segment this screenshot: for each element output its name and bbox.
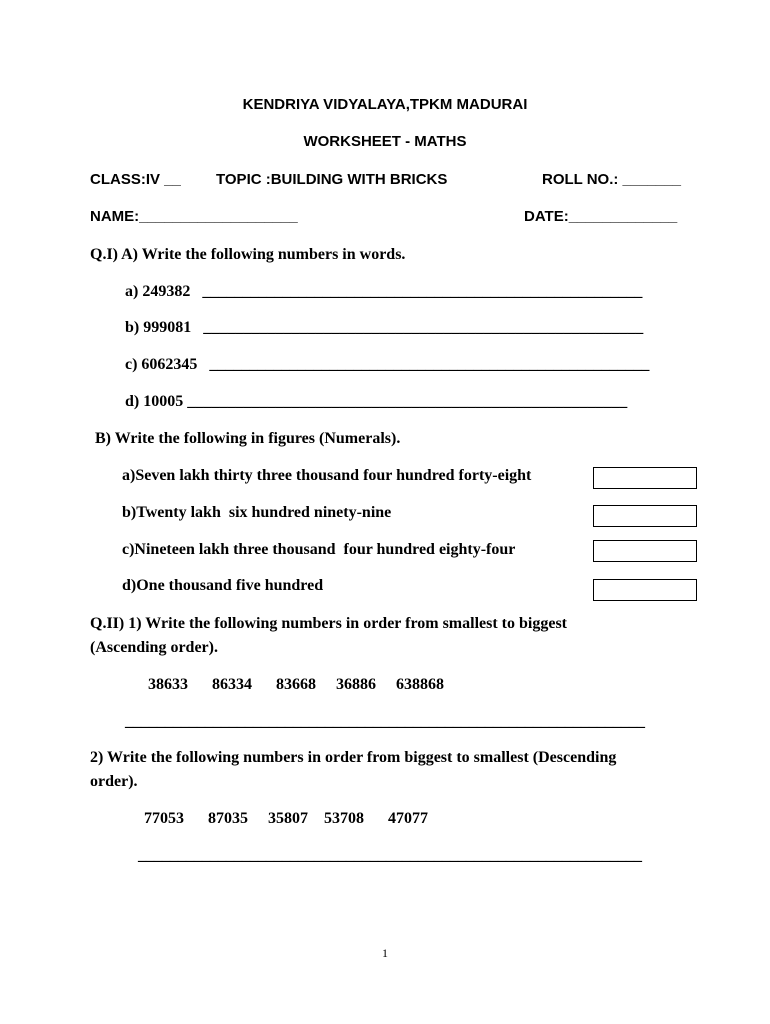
q2-part1-answer-line[interactable]: _________________________________________________________________ (125, 713, 645, 730)
q2-part2-heading: 2) Write the following numbers in order from biggest to smallest (Descending (90, 749, 617, 766)
q2-part2-answer-line[interactable]: _______________________________________________________________ (138, 847, 642, 864)
worksheet-title: WORKSHEET - MATHS (303, 133, 467, 150)
q1-a-item-b: b) 999081 _______________________________________________________ (125, 319, 644, 336)
date-label: DATE:_____________ (524, 208, 678, 225)
q1-b-item-b: b)Twenty lakh six hundred ninety-nine (122, 504, 392, 521)
q2-part2-heading-cont: order). (90, 773, 138, 790)
q1-b-heading: B) Write the following in figures (Numerals). (95, 430, 401, 447)
q1-a-item-c: c) 6062345 _______________________________________________________ (125, 356, 650, 373)
q1-a-item-a: a) 249382 _______________________________________________________ (125, 283, 643, 300)
answer-box[interactable] (593, 579, 697, 601)
q2-part1-heading: Q.II) 1) Write the following numbers in order from smallest to biggest (90, 615, 568, 632)
q2-part1-numbers: 38633 86334 83668 36886 638868 (148, 676, 444, 693)
answer-box[interactable] (593, 505, 697, 527)
name-label: NAME:___________________ (90, 208, 298, 225)
roll-number-label: ROLL NO.: _______ (542, 171, 681, 188)
class-label: CLASS:IV __ (90, 171, 181, 188)
q1-b-item-d: d)One thousand five hundred (122, 577, 324, 594)
q2-part2-numbers: 77053 87035 35807 53708 47077 (144, 810, 428, 827)
answer-box[interactable] (593, 467, 697, 489)
page-number: 1 (382, 946, 388, 960)
q1-a-heading: Q.I) A) Write the following numbers in words. (90, 246, 406, 263)
q1-b-item-c: c)Nineteen lakh three thousand four hundred eighty-four (122, 541, 516, 558)
answer-box[interactable] (593, 540, 697, 562)
q2-part1-heading-cont: (Ascending order). (90, 639, 218, 656)
topic-label: TOPIC :BUILDING WITH BRICKS (216, 171, 448, 188)
q1-a-item-d: d) 10005 _______________________________________________________ (125, 393, 628, 410)
school-title: KENDRIYA VIDYALAYA,TPKM MADURAI (242, 96, 528, 113)
q1-b-item-a: a)Seven lakh thirty three thousand four hundred forty-eight (122, 467, 532, 484)
